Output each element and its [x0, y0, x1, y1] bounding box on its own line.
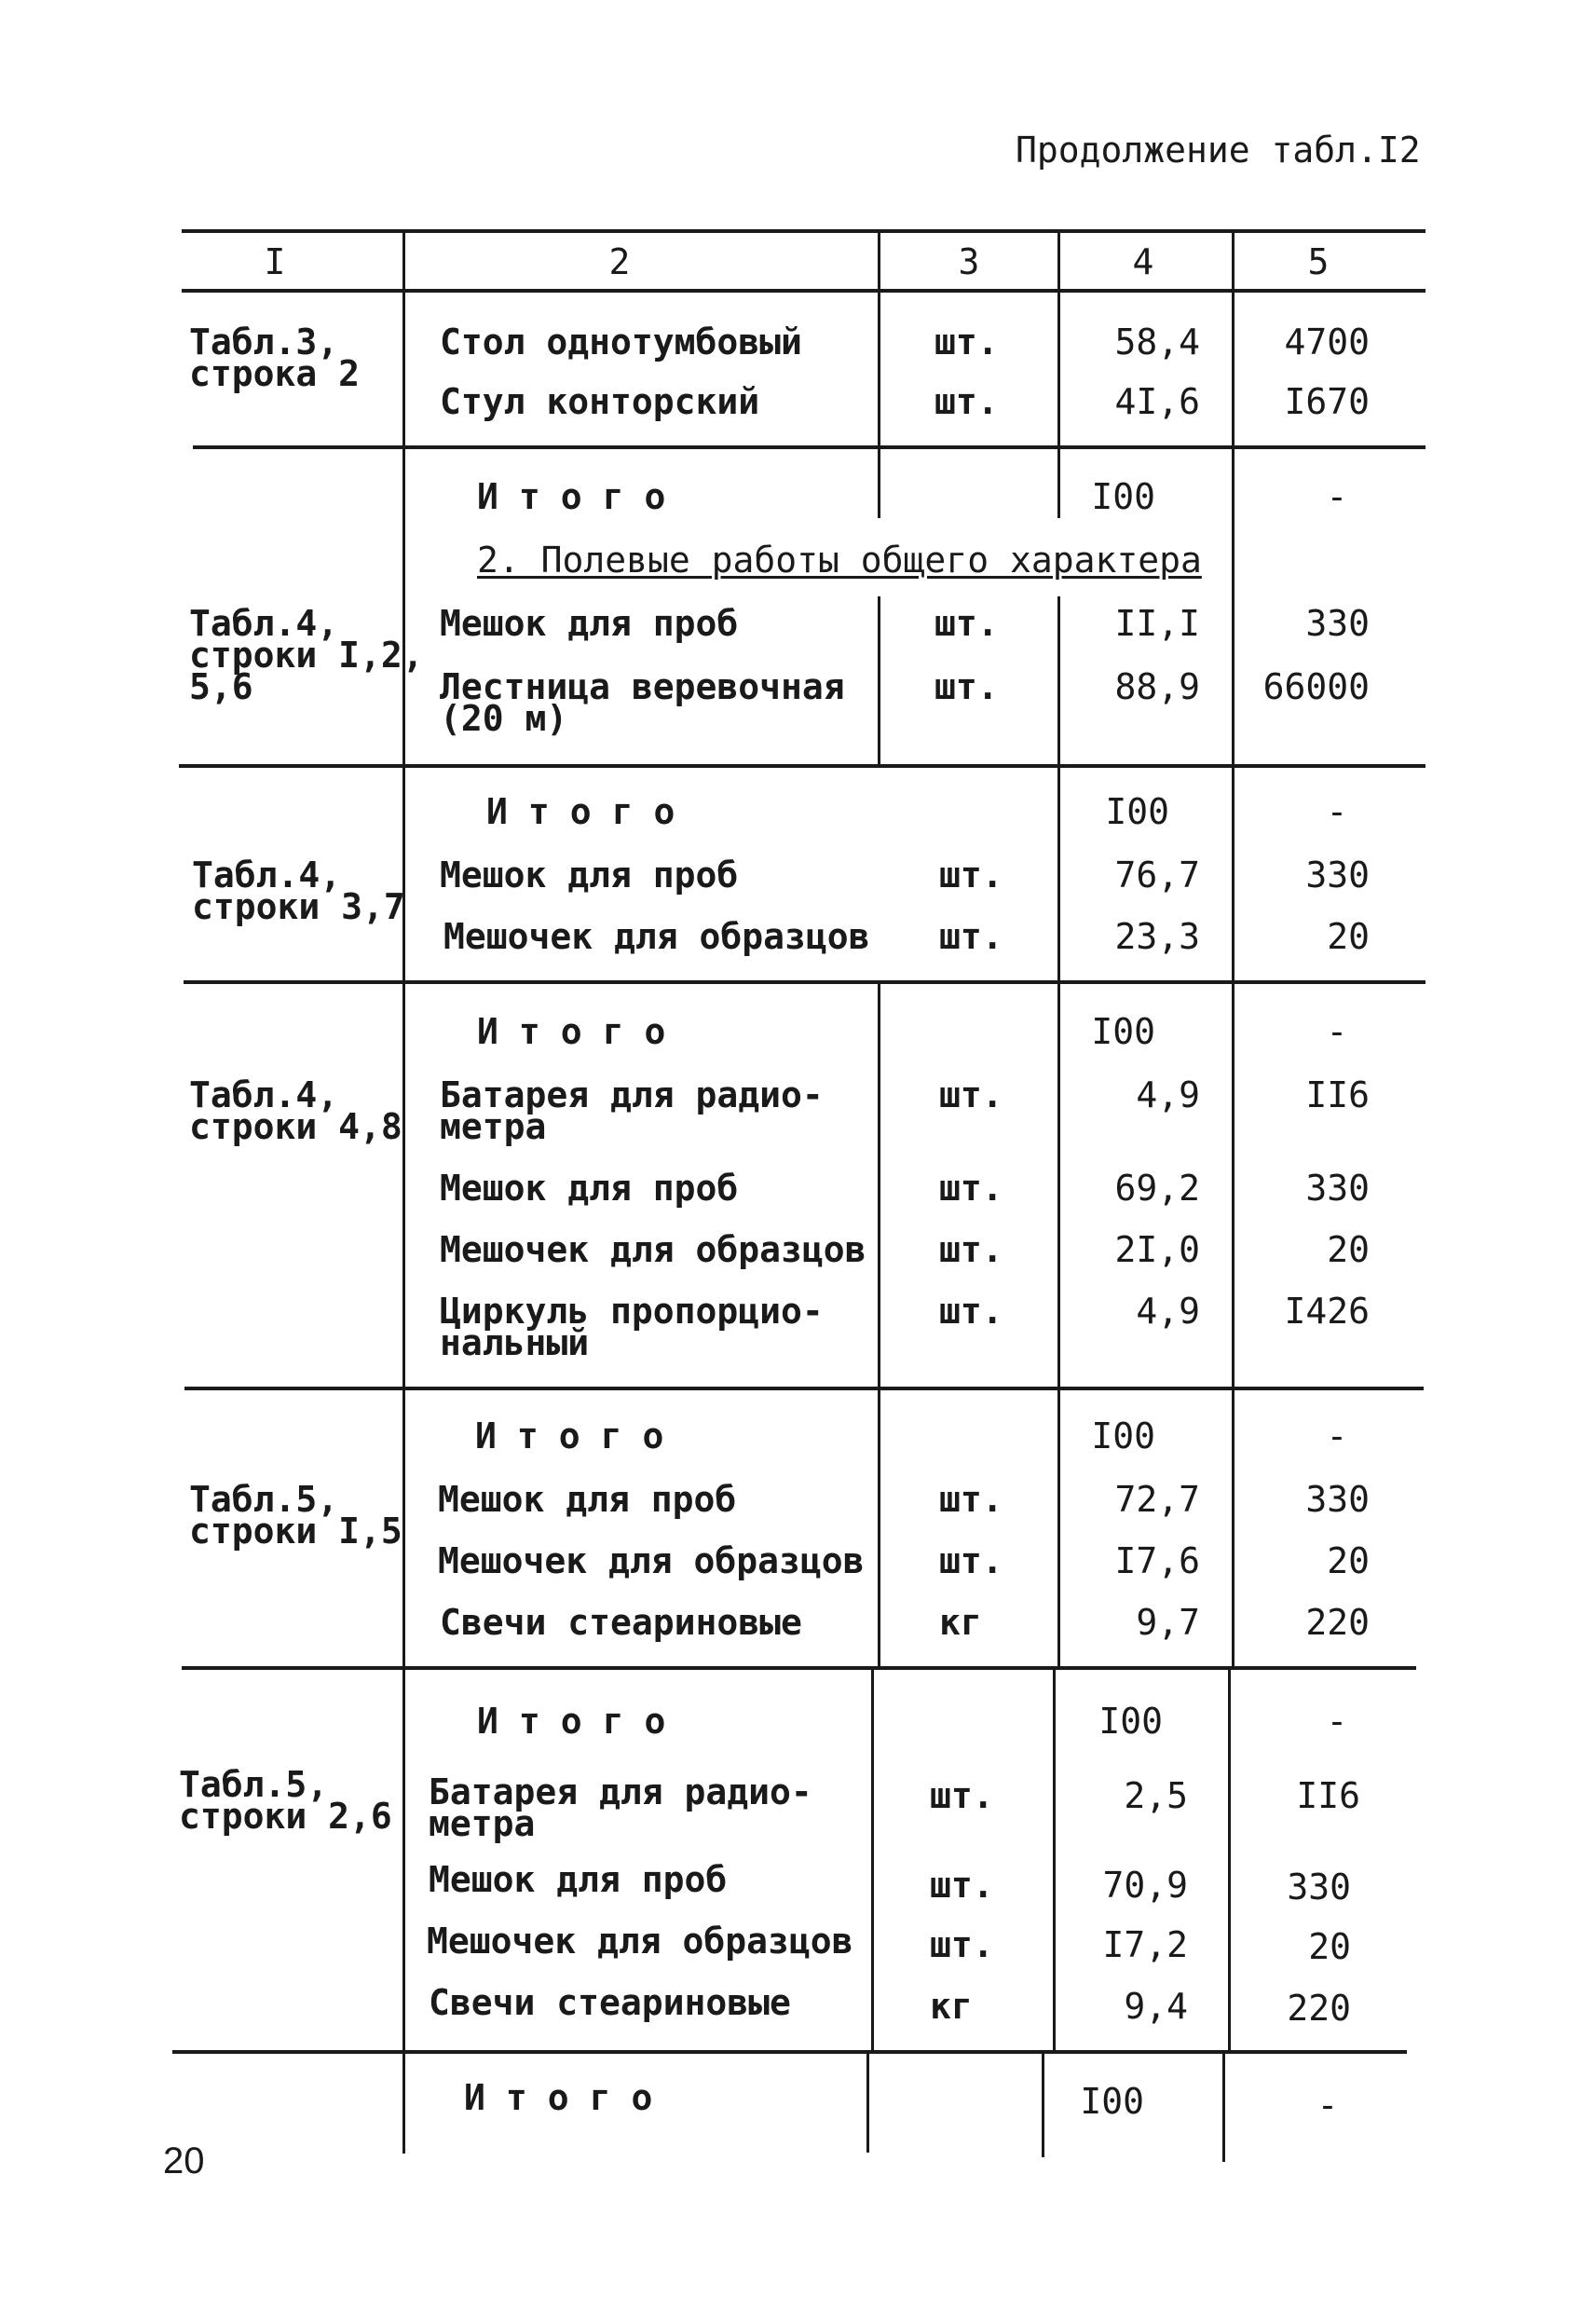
column-divider-2-3 — [878, 596, 880, 764]
total-label: Итого — [486, 791, 696, 832]
item-share: 4,9 — [1136, 1074, 1200, 1115]
item-name-continuation: метра — [440, 1106, 547, 1147]
item-unit: шт. — [934, 381, 999, 422]
item-name: Мешочек для образцов — [427, 1921, 853, 1962]
item-price: 4700 — [1284, 321, 1370, 362]
item-share: 4,9 — [1136, 1291, 1200, 1332]
item-share: 76,7 — [1114, 855, 1200, 896]
column-header-2: 2 — [608, 241, 631, 282]
header-bottom-rule — [182, 289, 1425, 293]
column-divider-2-3 — [871, 1666, 874, 2050]
source-reference: строки I,5 — [189, 1511, 402, 1552]
source-reference: Табл.5, — [179, 1764, 329, 1805]
item-unit: кг — [939, 1602, 982, 1643]
item-share: 88,9 — [1114, 666, 1200, 707]
item-unit: шт. — [934, 603, 999, 644]
item-unit: шт. — [939, 916, 1003, 957]
item-name: Мешок для проб — [440, 1168, 739, 1209]
total-share: I00 — [1080, 2081, 1144, 2122]
total-label: Итого — [477, 1701, 687, 1742]
item-share: 9,7 — [1136, 1602, 1200, 1643]
column-divider-3-4 — [1057, 229, 1060, 518]
item-price: 20 — [1308, 1926, 1351, 1967]
item-price: 220 — [1287, 1988, 1351, 2029]
item-name-continuation: (20 м) — [440, 698, 568, 739]
item-name: Циркуль пропорцио- — [440, 1291, 824, 1332]
section-title — [477, 540, 1202, 581]
source-reference: Табл.4, — [192, 855, 342, 896]
total-price: - — [1326, 1415, 1348, 1456]
item-unit: шт. — [939, 1074, 1003, 1115]
group-divider — [184, 1387, 1424, 1390]
item-unit: шт. — [939, 1479, 1003, 1520]
item-price: 20 — [1327, 1540, 1370, 1581]
item-name-continuation: нальный — [440, 1322, 590, 1363]
column-header-3: 3 — [958, 241, 980, 282]
source-reference: Табл.4, — [189, 1074, 339, 1115]
column-divider-3-4 — [1057, 596, 1060, 1666]
item-share: 72,7 — [1114, 1479, 1200, 1520]
item-name: Мешок для проб — [429, 1859, 728, 1900]
total-share: I00 — [1091, 476, 1155, 517]
table-top-rule — [182, 229, 1425, 233]
item-share: 2,5 — [1124, 1775, 1188, 1816]
item-price: I670 — [1284, 381, 1370, 422]
item-name: Мешок для проб — [440, 855, 739, 896]
source-reference: строки 3,7 — [192, 886, 405, 927]
column-divider-2-3 — [878, 229, 880, 518]
item-price: 220 — [1305, 1602, 1370, 1643]
column-divider-4-5 — [1222, 2050, 1225, 2162]
item-share: 23,3 — [1114, 916, 1200, 957]
item-share: I7,2 — [1102, 1924, 1188, 1965]
source-reference: Табл.3, — [189, 321, 339, 362]
column-header-5: 5 — [1307, 241, 1330, 282]
item-name: Мешочек для образцов — [440, 1229, 866, 1270]
item-name: Батарея для радио- — [429, 1771, 812, 1812]
group-divider — [193, 445, 1425, 449]
item-price: 330 — [1305, 603, 1370, 644]
column-divider-2-3 — [866, 2050, 869, 2153]
source-reference: строка 2 — [189, 353, 361, 394]
source-reference: Табл.5, — [189, 1479, 339, 1520]
item-name-continuation: метра — [429, 1803, 536, 1844]
item-name: Мешочек для образцов — [443, 916, 870, 957]
column-divider-3-4 — [1042, 2050, 1044, 2157]
group-divider — [184, 980, 1425, 984]
column-divider-2-3 — [878, 980, 880, 1387]
item-share: 2I,0 — [1114, 1229, 1200, 1270]
section-title-text: 2. Полевые работы общего характера — [477, 540, 1202, 581]
total-share: I00 — [1098, 1701, 1163, 1742]
item-price: II6 — [1305, 1074, 1370, 1115]
item-price: II6 — [1296, 1775, 1360, 1816]
item-name: Мешочек для образцов — [438, 1540, 865, 1581]
total-label: Итого — [475, 1415, 685, 1456]
item-unit: шт. — [939, 1291, 1003, 1332]
item-share: I7,6 — [1114, 1540, 1200, 1581]
column-divider-2-3 — [878, 1387, 880, 1666]
item-unit: шт. — [930, 1924, 994, 1965]
item-share: II,I — [1114, 603, 1200, 644]
total-label: Итого — [477, 1011, 687, 1052]
item-share: 70,9 — [1102, 1865, 1188, 1906]
total-price: - — [1326, 476, 1348, 517]
item-price: 330 — [1287, 1867, 1351, 1908]
item-share: 9,4 — [1124, 1986, 1188, 2027]
item-name: Лестница веревочная — [440, 666, 845, 707]
item-price: 20 — [1327, 1229, 1370, 1270]
item-price: 330 — [1305, 855, 1370, 896]
source-reference: строки I,2, — [189, 635, 424, 676]
item-price: I426 — [1284, 1291, 1370, 1332]
item-name: Мешок для проб — [440, 603, 739, 644]
item-unit: кг — [930, 1986, 973, 2027]
page-number: 20 — [163, 2140, 205, 2181]
total-label: Итого — [464, 2077, 674, 2118]
table-continuation-title: Продолжение табл.I2 — [1016, 130, 1421, 171]
item-share: 58,4 — [1114, 321, 1200, 362]
item-unit: шт. — [934, 321, 999, 362]
item-share: 4I,6 — [1114, 381, 1200, 422]
column-divider-1-2 — [402, 229, 405, 2154]
total-share: I00 — [1091, 1415, 1155, 1456]
item-unit: шт. — [939, 1229, 1003, 1270]
item-price: 330 — [1305, 1479, 1370, 1520]
item-name: Свечи стеариновые — [440, 1602, 802, 1643]
item-name: Стол однотумбовый — [440, 321, 802, 362]
total-price: - — [1316, 2085, 1339, 2126]
total-share: I00 — [1091, 1011, 1155, 1052]
item-unit: шт. — [930, 1775, 994, 1816]
total-label: Итого — [477, 476, 687, 517]
item-price: 330 — [1305, 1168, 1370, 1209]
column-header-4: 4 — [1132, 241, 1154, 282]
item-unit: шт. — [934, 666, 999, 707]
total-price: - — [1326, 1011, 1348, 1052]
source-reference: строки 4,8 — [189, 1106, 402, 1147]
item-unit: шт. — [939, 1540, 1003, 1581]
item-unit: шт. — [930, 1865, 994, 1906]
item-name: Батарея для радио- — [440, 1074, 824, 1115]
item-name: Стул конторский — [440, 381, 760, 422]
item-price: 66000 — [1262, 666, 1370, 707]
item-name: Мешок для проб — [438, 1479, 737, 1520]
item-price: 20 — [1327, 916, 1370, 957]
total-share: I00 — [1105, 791, 1169, 832]
source-reference: 5,6 — [189, 666, 253, 707]
source-reference: Табл.4, — [189, 603, 339, 644]
item-name: Свечи стеариновые — [429, 1982, 791, 2023]
column-header-1: I — [264, 241, 286, 282]
item-unit: шт. — [939, 855, 1003, 896]
total-price: - — [1326, 791, 1348, 832]
source-reference: строки 2,6 — [179, 1796, 392, 1837]
item-share: 69,2 — [1114, 1168, 1200, 1209]
item-unit: шт. — [939, 1168, 1003, 1209]
total-price: - — [1326, 1701, 1348, 1742]
column-divider-4-5 — [1232, 229, 1235, 1666]
group-divider — [179, 764, 1425, 768]
group-divider — [182, 1666, 1416, 1670]
